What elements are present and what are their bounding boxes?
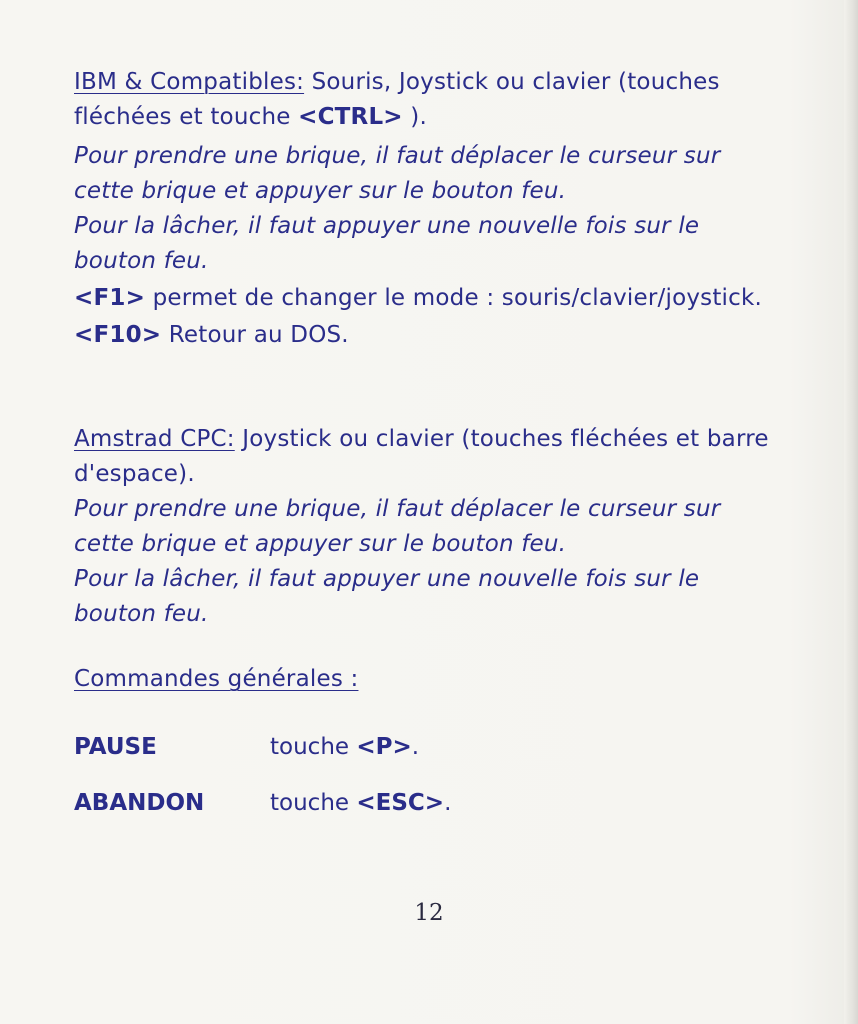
command-text: touche [270, 790, 357, 816]
amstrad-intro-text: Joystick ou clavier (touches fléchées et barre d'espace). [74, 426, 769, 487]
command-text-end: . [444, 790, 452, 816]
ibm-intro [74, 65, 784, 135]
ibm-instruction-drop: Pour la lâcher, il faut appuyer une nouvelle fois sur le bouton feu. [74, 213, 700, 274]
ibm-f10-line [74, 318, 784, 353]
command-key: <P> [356, 734, 412, 760]
amstrad-instruction-pick: Pour prendre une brique, il faut déplacer le curseur sur cette brique et appuyer sur le bouton feu. [74, 496, 721, 557]
ctrl-key: <CTRL> [298, 104, 403, 130]
page-spine-shadow [844, 0, 858, 1024]
ibm-instruction-pick: Pour prendre une brique, il faut déplacer le curseur sur cette brique et appuyer sur le bouton feu. [74, 143, 721, 204]
f10-text: Retour au DOS. [161, 322, 349, 348]
page-number: 12 [414, 900, 444, 926]
ibm-intro-text: Souris, Joystick ou clavier (touches fléchées et touche [74, 69, 720, 130]
command-key: <ESC> [356, 790, 445, 816]
f1-text: permet de changer le mode : souris/clavier/joystick. [145, 285, 763, 311]
general-heading: Commandes générales : [74, 666, 359, 692]
command-name: PAUSE [74, 734, 157, 760]
amstrad-section [74, 422, 784, 632]
ibm-intro-end: ). [402, 104, 427, 130]
ibm-f1-line [74, 281, 784, 316]
amstrad-instruction-drop: Pour la lâcher, il faut appuyer une nouvelle fois sur le bouton feu. [74, 566, 700, 627]
command-row-pause [74, 730, 419, 765]
ibm-section [74, 65, 784, 353]
ibm-heading: IBM & Compatibles: [74, 69, 305, 95]
command-text: touche [270, 734, 357, 760]
f1-key: <F1> [74, 285, 146, 311]
command-name: ABANDON [74, 790, 205, 816]
amstrad-intro [74, 422, 784, 492]
f10-key: <F10> [74, 322, 162, 348]
command-text-end: . [411, 734, 420, 760]
amstrad-heading: Amstrad CPC: [74, 426, 235, 452]
command-row-abandon [74, 786, 451, 821]
general-section [74, 662, 784, 697]
